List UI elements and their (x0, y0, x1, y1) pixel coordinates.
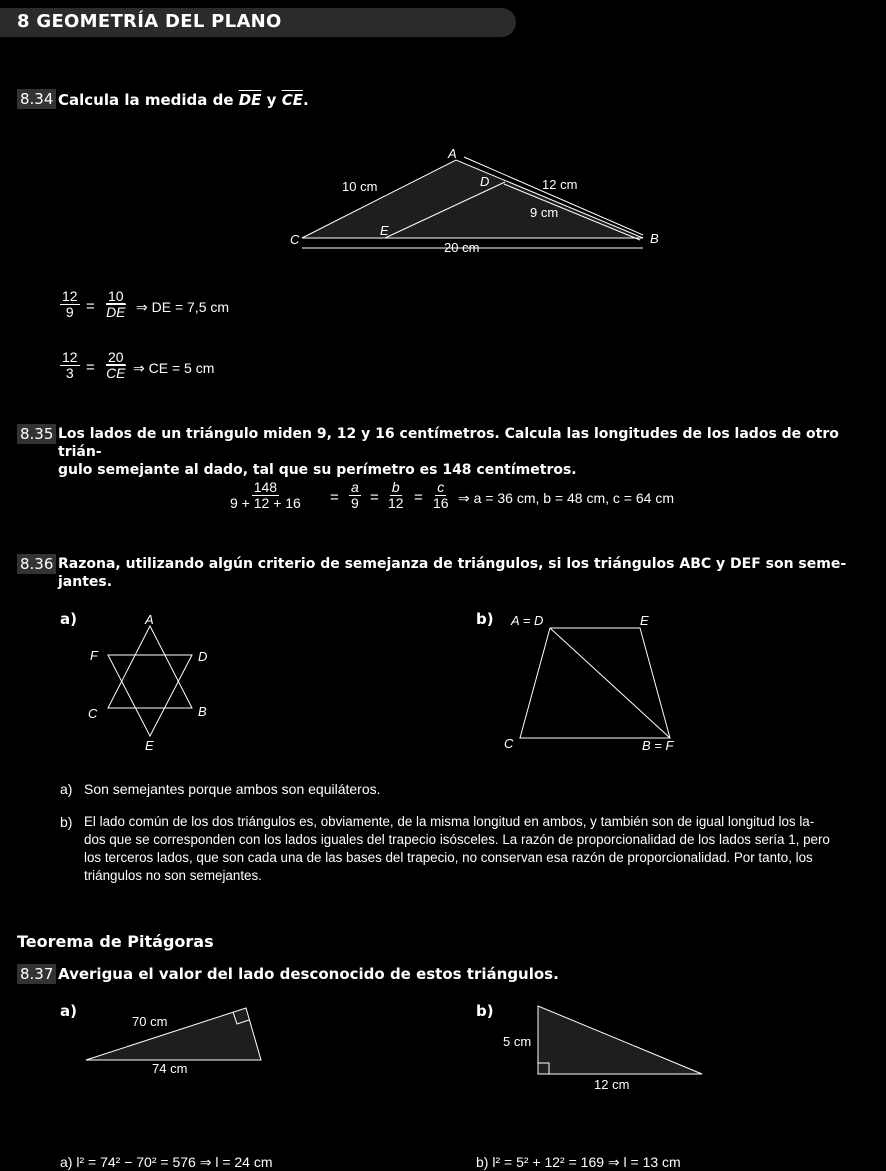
answer-label-b: b) (60, 814, 73, 830)
answer-b-text (84, 813, 884, 885)
length-cb: 20 cm (444, 240, 480, 255)
side-label-74: 74 cm (152, 1061, 188, 1076)
star-label-e: E (145, 738, 154, 753)
chapter-title: 8 GEOMETRÍA DEL PLANO (17, 11, 282, 32)
numerator: c (437, 479, 445, 495)
right-triangle-a (80, 1000, 280, 1080)
section-title: Teorema de Pitágoras (17, 932, 214, 951)
star-label-d: D (198, 649, 208, 664)
denominator: 9 (65, 304, 74, 320)
trap-label-c: C (504, 736, 514, 751)
vertex-label-e: E (380, 223, 389, 238)
numerator: 12 (62, 349, 78, 365)
side-label-5: 5 cm (503, 1034, 532, 1049)
fraction-10-de (106, 289, 126, 320)
numerator: a (351, 479, 359, 495)
numerator: 20 (108, 349, 124, 365)
length-ac: 10 cm (342, 179, 378, 194)
equals-sign: = (86, 359, 95, 376)
result-de: ⇒ DE = 7,5 cm (136, 299, 230, 315)
equals-sign: = (86, 298, 95, 315)
triangle-abc-star (108, 626, 192, 708)
numerator: 12 (62, 288, 78, 304)
statement-line: gulo semejante al dado, tal que su perímetro es 148 centímetros. (58, 462, 577, 478)
fraction-a-9 (349, 480, 361, 511)
vertex-label-d: D (480, 174, 490, 189)
answer-line: El lado común de los dos triángulos es, obviamente, de la misma longitud en ambos, y también son de igual longitud los la- (84, 814, 815, 829)
triangle-def-star (108, 655, 192, 736)
denominator: DE (106, 304, 126, 320)
statement-line: Razona, utilizando algún criterio de semejanza de triángulos, si los triángulos ABC y DEF son seme- (58, 556, 847, 572)
numerator: b (391, 479, 400, 495)
statement-line: jantes. (58, 574, 113, 590)
exercise-statement-835 (58, 425, 886, 479)
side-label-70: 70 cm (132, 1014, 168, 1029)
answer-line: triángulos no son semejantes. (84, 868, 262, 883)
denominator: 16 (433, 495, 449, 511)
answer-837-b: b) l² = 5² + 12² = 169 ⇒ l = 13 cm (476, 1154, 681, 1170)
fraction-148 (230, 480, 301, 511)
star-label-a: A (145, 612, 154, 627)
exercise-statement-837: Averigua el valor del lado desconocido de estos triángulos. (58, 965, 559, 983)
answer-label-a: a) (60, 781, 73, 797)
segment-ce: $\overline{CE}$ (281, 91, 303, 109)
result-ce: ⇒ CE = 5 cm (133, 360, 215, 376)
trap-label-e: E (640, 613, 649, 628)
exercise-statement-836 (58, 555, 846, 591)
part-label-a: a) (60, 1002, 77, 1020)
fraction-b-12 (388, 480, 404, 511)
answer-837-a: a) l² = 74² − 70² = 576 ⇒ l = 24 cm (60, 1154, 273, 1170)
statement-text: Calcula la medida de (58, 91, 234, 109)
trapezoid-diagram (500, 610, 700, 755)
denominator: 3 (65, 365, 74, 381)
part-label-a: a) (60, 610, 77, 628)
length-db: 9 cm (530, 205, 559, 220)
equals-sign: = (330, 489, 339, 506)
denominator: 9 + 12 + 16 (230, 495, 301, 511)
numerator: 148 (253, 479, 278, 495)
answer-line: los terceros lados, que son cada una de las bases del trapecio, no conservan esa razón de proporcionalidad. Por tanto, los (84, 850, 813, 865)
fraction-20-ce (106, 350, 126, 381)
trap-label-bf: B = F (642, 738, 674, 753)
equals-sign: = (370, 489, 379, 506)
exercise-number-836: 8.36 (17, 554, 56, 574)
conjunction: y (266, 91, 277, 109)
star-label-c: C (88, 706, 98, 721)
star-label-f: F (90, 648, 98, 663)
star-diagram (80, 610, 230, 755)
triangle-abc (302, 160, 643, 238)
triangle-diagram-834 (280, 140, 680, 265)
exercise-number-837: 8.37 (17, 964, 56, 984)
vertex-label-c: C (290, 232, 300, 247)
denominator: 12 (388, 495, 404, 511)
fraction-12-3 (60, 350, 80, 381)
exercise-number-834: 8.34 (17, 89, 56, 109)
numerator: 10 (108, 288, 124, 304)
equals-sign: = (414, 489, 423, 506)
vertex-label-a: A (448, 146, 457, 161)
answer-line: dos que se corresponden con los lados iguales del trapecio isósceles. La razón de proporcionalidad de los lados sería 1, pero (84, 832, 830, 847)
star-label-b: B (198, 704, 207, 719)
statement-line: Los lados de un triángulo miden 9, 12 y 16 centímetros. Calcula las longitudes de los lados de otro trián- (58, 426, 839, 460)
fraction-c-16 (433, 480, 449, 511)
side-label-12: 12 cm (594, 1077, 630, 1092)
result-sides: ⇒ a = 36 cm, b = 48 cm, c = 64 cm (458, 490, 674, 506)
segment-de: $\overline{DE}$ (238, 91, 262, 109)
part-label-b: b) (476, 610, 494, 628)
triangle-b-shape (538, 1006, 702, 1074)
right-triangle-b (500, 1000, 710, 1095)
diagonal-df (550, 628, 670, 738)
length-ab: 12 cm (542, 177, 578, 192)
exercise-statement-834: Calcula la medida de $\overline{DE}$ y $\overline{CE}$. (58, 91, 309, 109)
trap-label-ad: A = D (511, 613, 544, 628)
denominator: 9 (351, 495, 359, 511)
answer-a-text: Son semejantes porque ambos son equiláteros. (84, 781, 381, 797)
vertex-label-b: B (650, 231, 659, 246)
denominator: CE (106, 365, 126, 381)
exercise-number-835: 8.35 (17, 424, 56, 444)
trapezoid (520, 628, 670, 738)
part-label-b: b) (476, 1002, 494, 1020)
fraction-12-9 (60, 289, 80, 320)
